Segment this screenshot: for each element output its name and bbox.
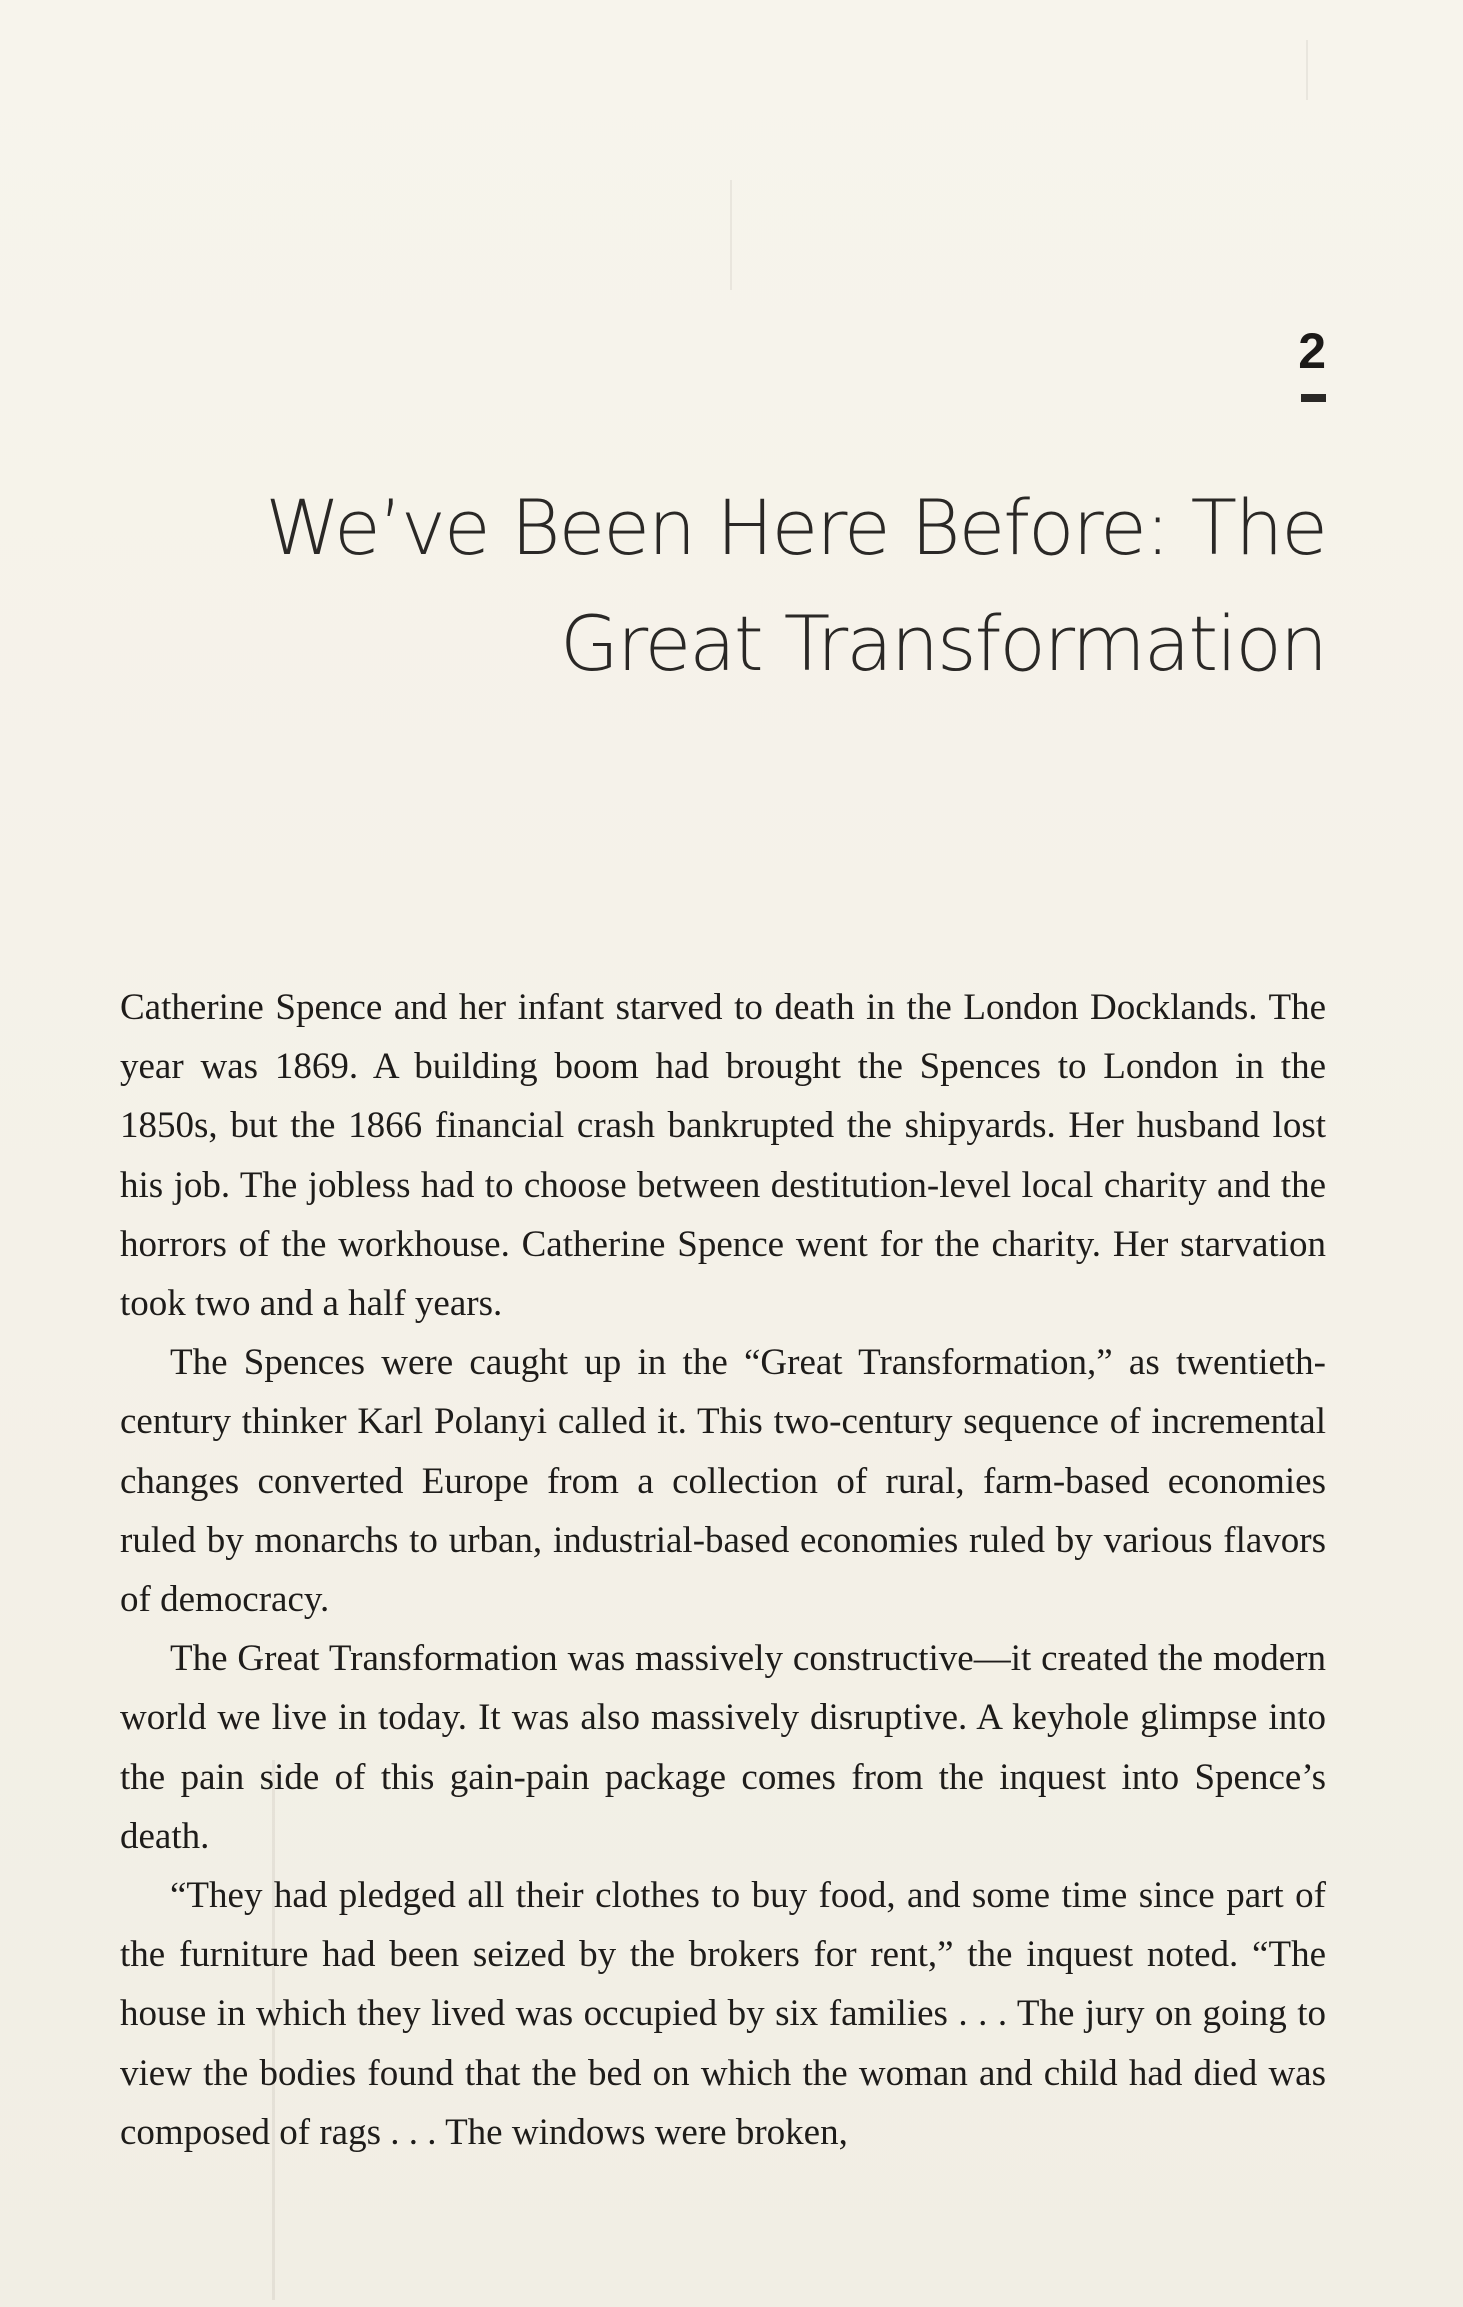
chapter-number: 2 [1298,323,1326,379]
chapter-title [176,470,1326,702]
chapter-title-line-2: Great Transformation [560,599,1326,688]
paragraph-2: The Spences were caught up in the “Great Transformation,” as twentieth-century thinker Karl Polanyi called it. This two-century sequence of incremental changes converted Europe from a collection of rural, farm-based economies ruled by monarchs to urban, industrial-based economies ruled by various flavors of democracy. [120,1342,1326,1621]
paragraph-1: Catherine Spence and her infant starved to death in the London Docklands. The year was 1869. A building boom had brought the Spences to London in the 1850s, but the 1866 financial crash bankrupted the shipyards. Her husband lost his job. The jobless had to choose between destitution-level local charity and the horrors of the workhouse. Catherine Spence went for the charity. Her starvation took two and a half years. [120,987,1326,1325]
chapter-title-line-1: We’ve Been Here Before: The [265,483,1326,572]
paragraph-3: The Great Transformation was massively constructive—it created the modern world we live in today. It was also massively disruptive. A keyhole glimpse into the pain side of this gain-pain package comes from the inquest into Spence’s death. [120,1638,1326,1857]
scan-artifact [730,180,732,290]
chapter-body [120,978,1326,2162]
chapter-number-rule [1301,394,1326,402]
paragraph-4: “They had pledged all their clothes to buy food, and some time since part of the furniture had been seized by the brokers for rent,” the inquest noted. “The house in which they lived was occupied by six families . . . The jury on going to view the bodies found that the bed on which the woman and child had died was composed of rags . . . The windows were broken, [120,1875,1326,2153]
scan-artifact [1306,40,1308,100]
